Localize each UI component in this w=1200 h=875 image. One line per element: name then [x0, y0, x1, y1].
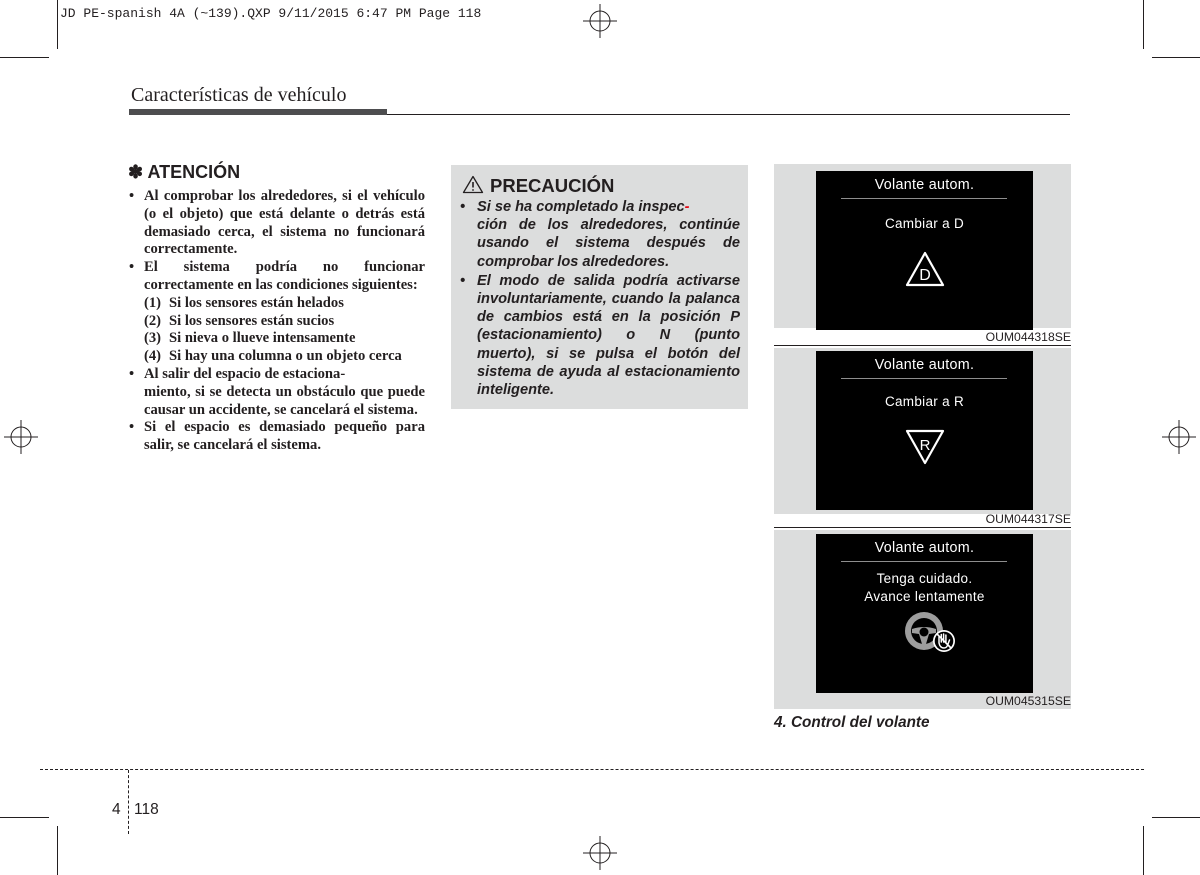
screen-divider — [841, 378, 1007, 379]
warning-triangle-icon — [462, 175, 484, 194]
list-item-text: Al salir del espacio de estaciona- — [144, 365, 346, 382]
list-item — [460, 272, 740, 399]
hyphen-mark: - — [684, 199, 690, 215]
bullet-icon: • — [129, 259, 135, 276]
sub-list-item — [144, 348, 425, 366]
registration-mark-icon — [583, 4, 617, 38]
figure-code: OUM045315SE — [985, 694, 1071, 708]
registration-mark-icon — [1162, 420, 1196, 454]
header-accent-bar — [129, 109, 387, 115]
steering-wheel-hands-off-icon — [902, 610, 958, 654]
registration-mark-icon — [583, 836, 617, 870]
crop-mark — [1152, 57, 1200, 58]
sub-list-item — [144, 295, 425, 313]
sub-item-number: (4) — [144, 348, 162, 365]
gear-d-warning-icon — [905, 251, 945, 287]
crop-mark — [1152, 817, 1200, 818]
asterisk-icon: ✽ — [128, 162, 144, 182]
screen-divider — [841, 561, 1007, 562]
bullet-icon: • — [129, 365, 135, 382]
attention-heading — [128, 162, 240, 183]
footer-section-number: 4 — [112, 801, 121, 818]
list-item-text: El modo de salida podría activarse involuntariamente, cuando la palanca de cambios está en la posición P (estacionamiento) o N (punto muerto), si se pulsa el botón del sistema de ayuda al estacionamiento inteligente. — [477, 272, 740, 399]
bullet-icon: • — [129, 188, 135, 204]
list-item — [460, 198, 740, 271]
list-item-text: Si el espacio es demasiado pequeño para salir, se cancelará el sistema. — [144, 419, 425, 454]
crop-mark — [57, 826, 58, 875]
crop-mark — [57, 0, 58, 49]
sub-item-number: (2) — [144, 312, 162, 329]
list-item — [128, 259, 425, 366]
cluster-screen — [816, 351, 1033, 510]
bullet-icon: • — [460, 272, 466, 289]
bullet-icon: • — [129, 419, 135, 436]
sub-list-item — [144, 330, 425, 348]
attention-list — [128, 188, 425, 455]
screen-title: Volante autom. — [874, 540, 975, 556]
screen-title: Volante autom. — [874, 357, 975, 373]
bullet-icon: • — [460, 199, 466, 215]
figure-code: OUM044317SE — [985, 512, 1071, 526]
caution-title: PRECAUCIÓN — [490, 175, 615, 196]
sub-item-text: Si hay una columna o un objeto cerca — [169, 348, 402, 365]
gear-r-warning-icon — [905, 429, 945, 465]
footer-dashed-divider — [128, 770, 129, 834]
gear-letter: R — [919, 437, 931, 454]
caution-list — [460, 198, 740, 399]
screen-divider — [841, 198, 1007, 199]
list-item — [128, 366, 425, 419]
gear-letter: D — [919, 267, 931, 284]
list-item-text: Si se ha completado la inspec — [477, 199, 685, 215]
cluster-screen — [816, 534, 1033, 693]
list-item-text: El sistema podría no funcionar correctamente en las condiciones siguientes: — [144, 259, 425, 293]
crop-mark — [0, 57, 49, 58]
sub-item-number: (3) — [144, 330, 162, 347]
list-item-text-continued: miento, si se detecta un obstáculo que puede causar un accidente, se cancelará el sistema. — [144, 383, 425, 418]
screen-message-line: Avance lentamente — [864, 588, 985, 604]
footer-dashed-rule — [40, 769, 1144, 770]
sub-list-item — [144, 313, 425, 331]
screen-title: Volante autom. — [874, 177, 975, 193]
sub-item-text: Si los sensores están helados — [169, 294, 344, 311]
crop-mark — [0, 817, 49, 818]
screen-message-line: Tenga cuidado. — [876, 571, 973, 586]
registration-mark-icon — [4, 420, 38, 454]
screen-message: Cambiar a D — [884, 216, 965, 231]
footer-page-number: 118 — [134, 801, 159, 818]
list-item-text: Al comprobar los alrededores, si el vehículo (o el objeto) que está delante o detrás está demasiado cerca, el sistema no funcionará correctamente. — [144, 188, 425, 258]
figure-caption: 4. Control del volante — [774, 714, 930, 731]
screen-message — [816, 570, 1033, 605]
sub-item-number: (1) — [144, 294, 162, 311]
page-header-title: Características de vehículo — [131, 84, 347, 106]
attention-title: ATENCIÓN — [147, 162, 241, 182]
print-slug: JD PE-spanish 4A (~139).QXP 9/11/2015 6:47 PM Page 118 — [60, 6, 482, 21]
screen-message: Cambiar a R — [884, 394, 965, 409]
list-item — [128, 419, 425, 455]
cluster-screen — [816, 171, 1033, 330]
list-item-text-continued: ción de los alrededores, continúe usando el sistema después de comprobar los alrededores. — [477, 217, 740, 270]
caution-heading — [462, 175, 614, 197]
crop-mark — [1143, 0, 1144, 49]
sub-item-text: Si nieva o llueve intensamente — [169, 330, 356, 347]
sub-item-text: Si los sensores están sucios — [169, 312, 335, 329]
crop-mark — [1143, 826, 1144, 875]
figure-code: OUM044318SE — [985, 330, 1071, 344]
figure-separator — [774, 345, 1071, 346]
figure-separator — [774, 527, 1071, 528]
list-item — [128, 188, 425, 259]
